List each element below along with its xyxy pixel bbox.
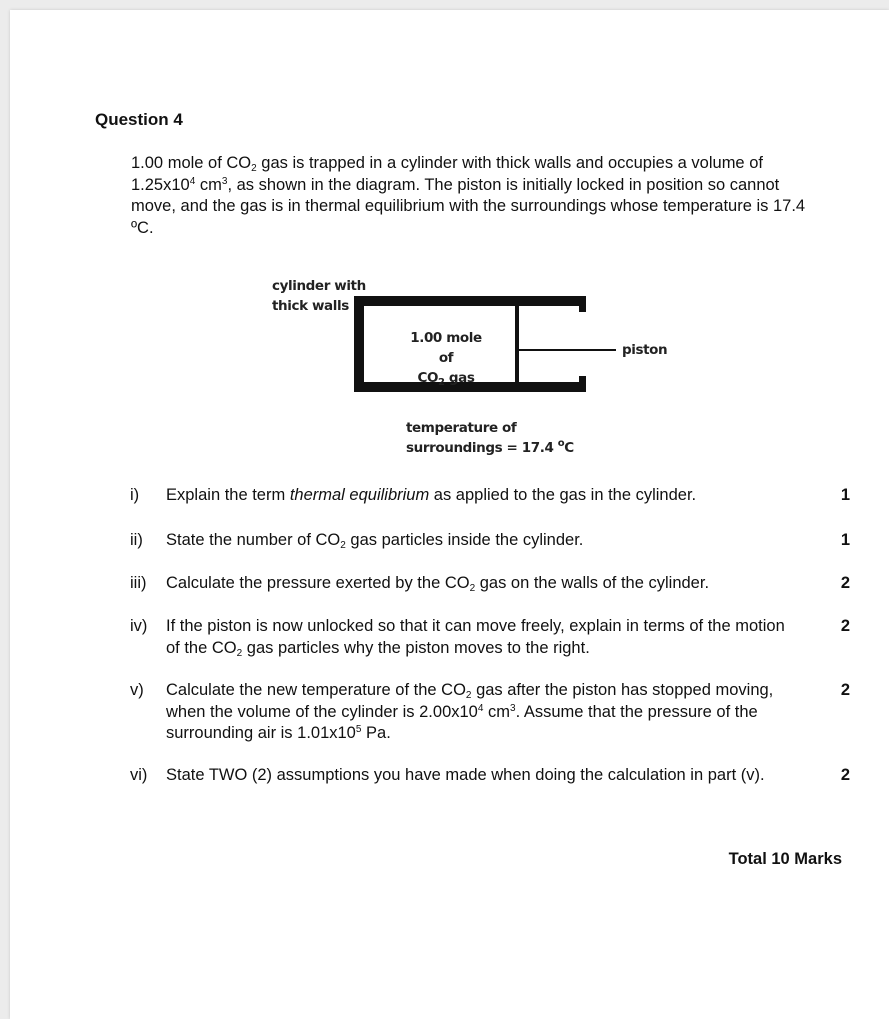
part-mark: 2 — [840, 766, 850, 784]
part-number: i) — [130, 486, 140, 504]
total-marks: Total 10 Marks — [728, 850, 842, 868]
text-fragment: 2 — [236, 647, 243, 659]
text-fragment: 2 — [251, 163, 257, 174]
cylinder-label-line2: thick walls — [272, 298, 349, 314]
gas-label-line2 — [405, 368, 487, 388]
temperature-label — [406, 418, 574, 458]
text-fragment: 2 — [469, 583, 476, 594]
gas-label — [405, 328, 487, 388]
piston-rod — [519, 349, 616, 351]
cylinder-diagram — [260, 270, 700, 470]
part-number: iv) — [130, 617, 148, 635]
part-number: iii) — [130, 574, 147, 592]
cylinder-label — [272, 276, 366, 316]
cylinder-bottom-lip — [579, 376, 586, 392]
text-fragment: 5 — [355, 724, 362, 735]
cylinder-top-lip — [579, 296, 586, 312]
text-fragment: 3 — [221, 175, 228, 187]
temperature-value: surroundings = 17.4 — [406, 440, 558, 456]
part-number: v) — [130, 681, 144, 699]
text-fragment: 3 — [510, 702, 516, 714]
question-page — [10, 10, 889, 1019]
temperature-label-line2 — [406, 438, 574, 458]
gas-word: gas — [444, 370, 475, 386]
part-number: ii) — [130, 531, 143, 549]
cylinder-left-wall — [354, 296, 364, 392]
piston-plate — [515, 306, 519, 382]
part-mark: 1 — [840, 531, 850, 549]
temperature-unit: C — [564, 440, 574, 456]
part-text: State TWO (2) assumptions you have made when doing the calculation in part (v). — [166, 766, 765, 784]
cylinder-top-wall — [354, 296, 586, 306]
piston-label: piston — [622, 342, 668, 358]
part-mark: 2 — [840, 574, 850, 592]
part-text: Calculate the new temperature of the $CO_2$ gas after the piston has stopped moving, when the volume of the cylinder is $2.00x10^4$ $cm^3$. Assume that the pressure of the surrounding air is $1.01x10^5$ Pa. — [166, 681, 774, 742]
part-text: Calculate the pressure exerted by the $CO_2$ gas on the walls of the cylinder. — [166, 574, 710, 594]
temperature-label-line1: temperature of — [406, 420, 517, 436]
question-intro: 1.00 mole of $CO_2$ gas is trapped in a cylinder with thick walls and occupies a volume of $1.25x10^4$ $cm^3$, as shown in the diagram. The piston is initially locked in position so cannot move, and the gas is in thermal equilibrium with the surroundings whose temperature is 17.4 ºC. — [131, 154, 806, 237]
degree-symbol: o — [557, 438, 565, 449]
part-number: vi) — [130, 766, 148, 784]
gas-formula: CO — [417, 370, 439, 386]
text-fragment: 2 — [340, 540, 346, 551]
part-text: State the number of $CO_2$ gas particles inside the cylinder. — [166, 531, 584, 551]
text-fragment: 4 — [189, 175, 196, 187]
part-text: If the piston is now unlocked so that it can move freely, explain in terms of the motion of the $CO_2$ gas particles why the piston moves to the right. — [166, 617, 785, 659]
part-mark: 2 — [840, 681, 850, 699]
text-fragment: 4 — [477, 702, 484, 714]
cylinder-label-line1: cylinder with — [272, 278, 366, 294]
question-title: Question 4 — [95, 110, 183, 129]
text-fragment: 2 — [465, 690, 472, 701]
part-text: Explain the term thermal equilibrium as applied to the gas in the cylinder. — [166, 486, 697, 504]
part-mark: 2 — [840, 617, 850, 635]
gas-formula-subscript: 2 — [438, 377, 445, 388]
text-fragment: thermal equilibrium — [289, 486, 430, 504]
gas-label-line1: 1.00 mole of — [410, 330, 482, 366]
part-mark: 1 — [840, 486, 850, 504]
